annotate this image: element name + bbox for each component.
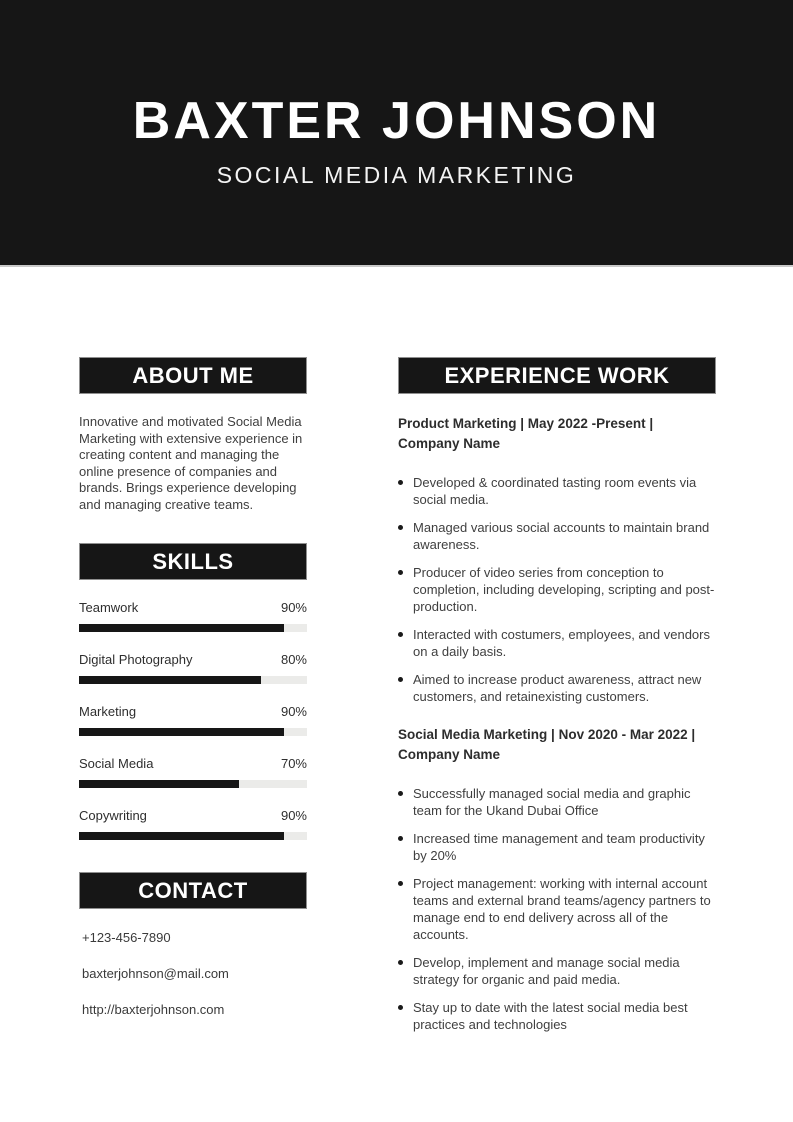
- bullet-dot: [398, 881, 403, 886]
- about-title: ABOUT ME: [132, 362, 254, 388]
- experience-bullet: [398, 671, 716, 705]
- bullet-dot: [398, 525, 403, 530]
- bullet-dot: [398, 1005, 403, 1010]
- bullet-text: Stay up to date with the latest social media best practices and technologies: [413, 1000, 688, 1032]
- jobs-list: [398, 414, 716, 1033]
- skill-percent: 70%: [280, 756, 307, 771]
- experience-column: [398, 357, 716, 1044]
- bullet-text: Project management: working with internal account teams and external brand teams/agency partners to manage end to end delivery across all of the accounts.: [413, 876, 711, 942]
- bullet-dot: [398, 791, 403, 796]
- skill-bar-fill: [79, 676, 261, 684]
- skill-label: Digital Photography: [79, 652, 193, 667]
- bullet-text: Increased time management and team productivity by 20%: [413, 831, 705, 863]
- skill-label: Copywriting: [79, 808, 147, 823]
- bullet-dot: [398, 480, 403, 485]
- bullet-dot: [398, 677, 403, 682]
- experience-bullet: [398, 875, 716, 943]
- contact-phone: +123-456-7890: [82, 930, 171, 945]
- bullet-dot: [398, 632, 403, 637]
- skill-bar-fill: [79, 728, 284, 736]
- bullet-text: Producer of video series from conception to completion, including developing, scripting and post-production.: [413, 565, 715, 614]
- bullet-text: Developed & coordinated tasting room events via social media.: [413, 475, 697, 507]
- job-bullets: [398, 785, 716, 1033]
- bullet-dot: [398, 570, 403, 575]
- job-heading: Social Media Marketing | Nov 2020 - Mar 2022 | Company Name: [398, 727, 696, 762]
- experience-title: EXPERIENCE WORK: [444, 362, 670, 388]
- experience-bullet: [398, 785, 716, 819]
- job-entry: [398, 725, 716, 1033]
- bullet-text: Successfully managed social media and graphic team for the Ukand Dubai Office: [413, 786, 691, 818]
- skill-row: [79, 808, 307, 840]
- bullet-dot: [398, 960, 403, 965]
- job-heading: Product Marketing | May 2022 -Present | Company Name: [398, 416, 654, 451]
- contact-website: http://baxterjohnson.com: [82, 1002, 225, 1017]
- job-entry: [398, 414, 716, 705]
- skill-bar-fill: [79, 624, 284, 632]
- skills-title: SKILLS: [152, 548, 234, 574]
- skill-bar-track: [79, 676, 307, 684]
- about-section-header: [79, 357, 307, 394]
- experience-bullet: [398, 474, 716, 508]
- skill-label: Social Media: [79, 756, 154, 771]
- skill-label: Teamwork: [79, 600, 139, 615]
- skill-bar-track: [79, 832, 307, 840]
- skill-percent: 80%: [280, 652, 307, 667]
- person-name: BAXTER JOHNSON: [132, 91, 661, 150]
- skill-row: [79, 600, 307, 632]
- experience-bullet: [398, 954, 716, 988]
- skill-bar-track: [79, 780, 307, 788]
- skill-label: Marketing: [79, 704, 137, 719]
- skill-bar-fill: [79, 832, 284, 840]
- bullet-text: Develop, implement and manage social media strategy for organic and paid media.: [413, 955, 680, 987]
- skill-percent: 90%: [280, 600, 307, 615]
- contact-title: CONTACT: [138, 877, 248, 903]
- skill-row: [79, 652, 307, 684]
- experience-bullet: [398, 519, 716, 553]
- skill-row: [79, 756, 307, 788]
- experience-bullet: [398, 626, 716, 660]
- bullet-dot: [398, 836, 403, 841]
- skill-percent: 90%: [280, 704, 307, 719]
- bullet-text: Interacted with costumers, employees, and vendors on a daily basis.: [413, 627, 710, 659]
- experience-bullet: [398, 564, 716, 615]
- experience-bullet: [398, 830, 716, 864]
- experience-bullet: [398, 999, 716, 1033]
- person-job-title: SOCIAL MEDIA MARKETING: [216, 161, 577, 188]
- skill-percent: 90%: [280, 808, 307, 823]
- left-column: [79, 357, 307, 1017]
- job-bullets: [398, 474, 716, 705]
- skill-row: [79, 704, 307, 736]
- contact-section-header: [79, 872, 307, 909]
- skills-list: [79, 600, 307, 840]
- bullet-text: Aimed to increase product awareness, attract new customers, and retainexisting customers.: [413, 672, 702, 704]
- about-text: Innovative and motivated Social Media Marketing with extensive experience in creating content and managing the online presence of companies and brands. Brings experience developing and managing creative teams.: [79, 414, 303, 512]
- contact-list: [79, 930, 307, 1017]
- experience-section-header: [398, 357, 716, 394]
- resume-header: [0, 0, 793, 267]
- skill-bar-track: [79, 728, 307, 736]
- skills-section-header: [79, 543, 307, 580]
- skill-bar-track: [79, 624, 307, 632]
- skill-bar-fill: [79, 780, 239, 788]
- contact-email: baxterjohnson@mail.com: [82, 966, 229, 981]
- bullet-text: Managed various social accounts to maintain brand awareness.: [413, 520, 710, 552]
